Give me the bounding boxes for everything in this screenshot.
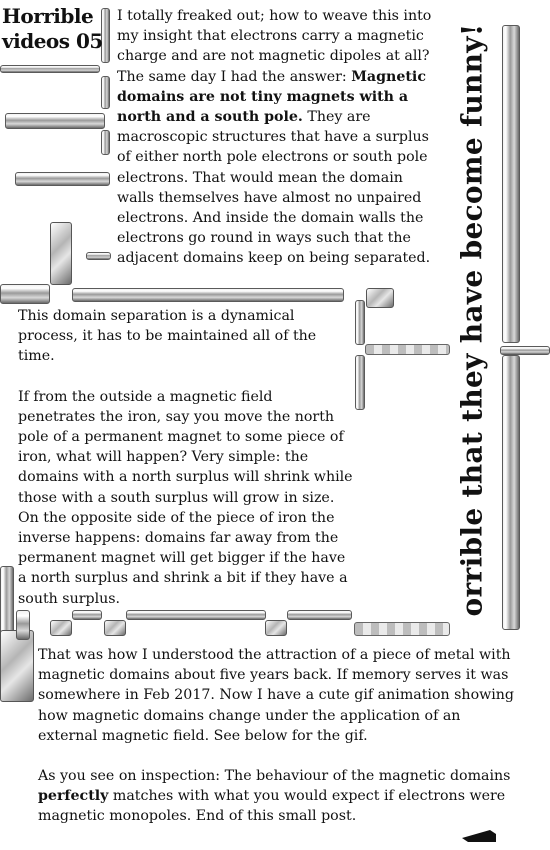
paragraph-5	[38, 766, 516, 827]
decor-bar	[16, 610, 30, 640]
decor-block	[104, 620, 126, 636]
decor-bar	[287, 610, 352, 620]
decor-bar	[15, 172, 110, 186]
paragraph-1	[117, 6, 442, 269]
p5-bold-text: perfectly	[38, 788, 109, 805]
decor-bar	[86, 252, 111, 260]
paragraph-block-2	[18, 306, 354, 609]
decor-bar	[72, 610, 102, 620]
decor-bar	[126, 610, 266, 620]
decor-bar	[355, 355, 365, 410]
glyph-mark-icon	[460, 828, 498, 844]
paragraph-block-3	[38, 645, 516, 827]
decor-bar	[5, 113, 105, 129]
p5-text: As you see on inspection: The behaviour of the magnetic domains	[38, 768, 511, 785]
decor-block	[0, 630, 34, 702]
paragraph-4: That was how I understood the attraction of a piece of metal with magnetic domains about five years back. If memory serves it was somewhere in Feb 2017. Now I have a cute gif animation showing how magnetic domains change under the application of an external magnetic field. See below for the gif.	[38, 647, 515, 744]
p5-text-cont: matches with what you would expect if electrons were magnetic monopoles. End of this small post.	[38, 788, 506, 825]
p1-text: I totally freaked out; how to weave this into my insight that electrons carry a magnetic charge and are not magnetic dipoles at all? The same day I had the answer:	[117, 8, 432, 85]
p1-text-cont: They are macroscopic structures that have a surplus of either north pole electrons or south pole electrons. That would mean the domain walls themselves have almost no unpaired electrons. And inside the domain walls the electrons go round in ways such that the adjacent domains keep on being separated.	[117, 109, 431, 267]
page-title: Horrible videos 05	[2, 4, 103, 53]
decor-block	[265, 620, 287, 636]
vertical-banner-text: orrible that they have become funny!	[455, 23, 489, 617]
vertical-banner	[436, 0, 508, 640]
decor-bar	[0, 284, 50, 304]
decor-bar	[72, 288, 344, 302]
paragraph-3: If from the outside a magnetic field penetrates the iron, say you move the north pole of a permanent magnet to some piece of iron, what will happen? Very simple: the domains with a north surplus will shrink while those with a south surplus will grow in size. On the opposite side of the piece of iron the inverse happens: domains far away from the permanent magnet will get bigger if the have a north surplus and shrink a bit if they have a south surplus.	[18, 388, 353, 607]
decor-bar	[0, 65, 100, 73]
decor-bar	[101, 76, 110, 109]
decor-block	[50, 620, 72, 636]
decor-bar	[355, 300, 365, 345]
decor-block	[50, 222, 72, 285]
decor-block	[366, 288, 394, 308]
paragraph-2: This domain separation is a dynamical process, it has to be maintained all of the time.	[18, 308, 317, 365]
p1-bold-text: Magnetic domains are not tiny magnets with a north and a south pole.	[117, 68, 426, 126]
decor-bar	[101, 130, 110, 155]
